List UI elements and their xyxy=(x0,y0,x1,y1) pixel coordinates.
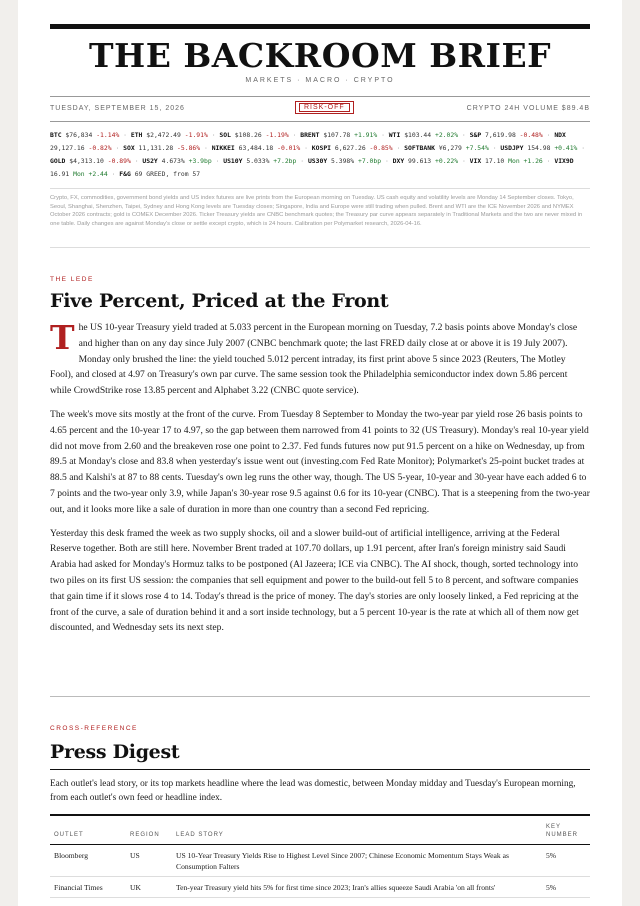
column-header-lead-story: LEAD STORY xyxy=(172,815,542,845)
ticker-symbol: US2Y xyxy=(142,157,158,165)
lede-headline: Five Percent, Priced at the Front xyxy=(50,290,389,312)
ticker-item xyxy=(223,157,296,165)
section-kicker-digest: CROSS-REFERENCE xyxy=(50,725,138,732)
ticker-separator: · xyxy=(207,131,220,139)
ticker-separator: · xyxy=(542,157,555,165)
press-digest-table xyxy=(50,814,590,898)
cell-lead-story: US 10-Year Treasury Yields Rise to Highest Level Since 2007; Chinese Economic Momentum Stays Weak as Consumption Falters xyxy=(172,845,542,877)
ticker-separator: · xyxy=(458,131,470,139)
ticker-item xyxy=(219,131,288,139)
ticker-item xyxy=(470,157,543,165)
ticker-symbol: SOFTBANK xyxy=(404,144,435,152)
ticker-separator: · xyxy=(392,144,405,152)
ticker-separator: · xyxy=(130,157,143,165)
ticker-item xyxy=(50,131,119,139)
divider xyxy=(50,247,590,248)
digest-rule xyxy=(50,769,590,770)
cell-outlet: Bloomberg xyxy=(50,845,126,877)
lede-paragraph-3: Yesterday this desk framed the week as two supply shocks, oil and a slower build-out of artificial intelligence, arriving at the Federal Reserve together. Both are still here. November Brent traded at 107.70 dollars, up 1.91 percent, after Iran's foreign ministry said Saudi Arabia had asked for Monday's Hormuz talks to be postponed (Al Jazeera; ICE via CNBC). The AI shock, though, sorted technology into two piles on its first US session: the companies that sell equipment and power to the build-out fell 5 to 8 percent, and software companies that gain time if it slows rose 4 to 14. Today's thread is the price of money. The day's stories are only loosely linked, a Fed repricing at the front of the curve, a sale of duration behind it and a sort inside technology, but a 5 percent 10-year is the rate at which all of them now get discounted, and Wednesday sets its next step. xyxy=(50,527,579,634)
ticker-price: 154.98 xyxy=(527,144,551,152)
lede-paragraph-1 xyxy=(50,320,590,399)
ticker-change: -1.14% xyxy=(96,131,120,139)
cell-region: UK xyxy=(126,877,172,898)
lede-body xyxy=(50,320,590,644)
ticker-symbol: USDJPY xyxy=(500,144,524,152)
section-kicker-lede: THE LEDE xyxy=(50,276,94,283)
ticker-change: +3.9bp xyxy=(188,157,212,165)
ticker-price: $107.78 xyxy=(323,131,351,139)
column-header-region: REGION xyxy=(126,815,172,845)
ticker-separator: · xyxy=(381,157,393,165)
lede-paragraph-2: The week's move sits mostly at the front of the curve. From Tuesday 8 September to Monday the two-year par yield rose 26 basis points to 4.65 percent and the 10-year 17 to 4.97, so the gap between them narrowed from 41 points to 32 (US Treasury). Monday's real 10-year yield did not move from 2.60 and the breakeven rose one point to 2.37. Fed funds futures now put 91.5 percent on a hike on Wednesday, up from 89.5 at Monday's close and 83.8 when yesterday's issue went out (investing.com Fed Rate Monitor); Polymarket's 25-point bucket trades at 88.5 and Kalshi's at 87 to 88 cents. Tuesday's own leg runs the other way, though. The US 5-year, 10-year and 30-year have each added 6 to 7 points and the two-year only 3.9, while Japan's 30-year rose 9.5 against 0.6 for its 10-year (CNBC). That is a steepening from the two-year out, and it looks more like a sale of duration in more than one country than a second Fed repricing. xyxy=(50,408,590,515)
ticker-change: +0.22% xyxy=(435,157,459,165)
ticker-change: Mon +1.26 xyxy=(508,157,543,165)
ticker-symbol: WTI xyxy=(388,131,401,139)
ticker-change: -0.89% xyxy=(107,157,131,165)
ticker-symbol: KOSPI xyxy=(311,144,332,152)
ticker-separator: · xyxy=(488,144,501,152)
ticker-change: +7.0bp xyxy=(358,157,382,165)
ticker-symbol: GOLD xyxy=(50,157,66,165)
ticker-separator: · xyxy=(542,131,555,139)
ticker-separator: · xyxy=(377,131,389,139)
crypto-volume: CRYPTO 24H VOLUME $89.4B xyxy=(466,105,590,112)
ticker-separator: · xyxy=(107,170,120,178)
ticker-change: +7.2bp xyxy=(273,157,297,165)
methodology-note: Crypto, FX, commodities, government bond yields and US index futures are live prints from the European morning on Tuesday. US cash equity and volatility levels are Monday 14 September closes. Tokyo, Seoul, Shanghai, Shenzhen, Taipei, Sydney and Hong Kong levels are Tuesday closes; Singapore, India and Europe were still trading when pulled. Brent and WTI are the ICE November 2026 and NYMEX October 2026 contracts; gold is COMEX December 2026. Ticker Treasury yields are CNBC benchmark quotes; the Treasury par curve appears separately in Traditional Markets and the two are never mixed in one table. Daily changes are against Monday's close or settle except crypto, which is 24 hours. Calibration per Polymarket research, 2026-04-16. xyxy=(50,195,583,227)
ticker-item xyxy=(142,157,211,165)
column-header-outlet: OUTLET xyxy=(50,815,126,845)
ticker-item xyxy=(393,157,458,165)
digest-headline: Press Digest xyxy=(50,741,180,763)
ticker-price: 16.91 xyxy=(50,170,70,178)
ticker-symbol: S&P xyxy=(469,131,482,139)
ticker-change: +2.02% xyxy=(434,131,459,139)
ticker-change: -1.19% xyxy=(265,131,289,139)
ticker-symbol: BRENT xyxy=(300,131,320,139)
ticker-price: $103.44 xyxy=(404,131,432,139)
ticker-item xyxy=(131,131,208,139)
ticker-symbol: SOX xyxy=(123,144,135,152)
masthead-title: THE BACKROOM BRIEF xyxy=(88,36,552,75)
ticker-change: +0.41% xyxy=(554,144,578,152)
digest-intro: Each outlet's lead story, or its top markets headline where the lead was domestic, between Monday midday and Tuesday's European morning, from each outlet's own feed or headline index. xyxy=(50,779,576,803)
ticker-price: 4.673% xyxy=(161,157,185,165)
ticker-item xyxy=(123,144,200,152)
ticker-price: 29,127.16 xyxy=(50,144,85,152)
lede-paragraph-1-text: he US 10-year Treasury yield traded at 5.033 percent in the European morning on Tuesday, 7.2 basis points above Monday's close and higher than on any day since July 2007 (CNBC benchmark quote; the last FRED daily close at or above it is 19 July 2007). Monday only brushed the line: the yield touched 5.012 percent intraday, its first print above 5 since 2023 (Reuters, The Motley Fool), and closed at 4.97 on Treasury's own par curve. The same session took the Philadelphia semiconductor index down 5.86 percent while CrowdStrike rose 13.85 percent and Alphabet 3.22 (CNBC quote service). xyxy=(50,322,578,397)
cell-lead-story: Ten-year Treasury yield hits 5% for first time since 2023; Iran's allies squeeze Saudi Arabia 'on all fronts' xyxy=(172,877,542,898)
ticker-item xyxy=(212,144,301,152)
cell-region: US xyxy=(126,845,172,877)
ticker-price: 5.398% xyxy=(331,157,355,165)
ticker-symbol: DXY xyxy=(392,157,405,165)
ticker-item xyxy=(119,170,200,178)
ticker-item xyxy=(300,131,377,139)
table-row xyxy=(50,877,590,898)
ticker-price: $108.26 xyxy=(234,131,262,139)
ticker-symbol: VIX xyxy=(469,157,482,165)
market-ticker xyxy=(50,129,590,181)
ticker-symbol: F&G xyxy=(119,170,131,178)
ticker-item xyxy=(500,144,577,152)
risk-badge-label: RISK-OFF xyxy=(299,103,350,112)
cell-outlet: Financial Times xyxy=(50,877,126,898)
ticker-separator: · xyxy=(300,144,312,152)
ticker-change: -1.91% xyxy=(184,131,208,139)
ticker-price: 99.613 xyxy=(408,157,432,165)
table-header-row xyxy=(50,815,590,845)
ticker-price: 63,484.18 xyxy=(238,144,274,152)
ticker-separator: · xyxy=(111,144,124,152)
divider xyxy=(50,96,590,97)
section-divider xyxy=(50,696,590,697)
column-header-key-number: KEY NUMBER xyxy=(542,815,590,845)
ticker-item xyxy=(50,157,131,165)
ticker-separator: · xyxy=(288,131,301,139)
ticker-price: 7,619.98 xyxy=(485,131,516,139)
ticker-symbol: ETH xyxy=(130,131,143,139)
ticker-item xyxy=(312,144,393,152)
ticker-separator: · xyxy=(119,131,131,139)
ticker-separator: · xyxy=(200,144,212,152)
ticker-change: +7.54% xyxy=(465,144,489,152)
divider xyxy=(50,188,590,189)
cell-key-number: 5% xyxy=(542,877,590,898)
ticker-item xyxy=(389,131,458,139)
ticker-item xyxy=(308,157,381,165)
cell-key-number: 5% xyxy=(542,845,590,877)
ticker-symbol: NIKKEI xyxy=(211,144,235,152)
dateline xyxy=(50,105,590,115)
ticker-price: ¥6,279 xyxy=(438,144,462,152)
ticker-price: $76,834 xyxy=(65,131,93,139)
risk-badge xyxy=(295,101,354,114)
ticker-symbol: SOL xyxy=(219,131,231,139)
ticker-change: -0.01% xyxy=(277,144,301,152)
divider xyxy=(50,121,590,122)
issue-date: TUESDAY, SEPTEMBER 15, 2026 xyxy=(50,105,185,112)
ticker-price: $4,313.10 xyxy=(69,157,104,165)
ticker-separator: · xyxy=(211,157,224,165)
ticker-change: -0.82% xyxy=(88,144,112,152)
masthead-top-rule xyxy=(50,24,590,29)
ticker-price: 11,131.28 xyxy=(138,144,174,152)
table-row xyxy=(50,845,590,877)
ticker-separator: · xyxy=(296,157,308,165)
ticker-symbol: VIX9D xyxy=(554,157,574,165)
ticker-symbol: BTC xyxy=(50,131,62,139)
ticker-price: 17.10 xyxy=(485,157,505,165)
ticker-change: -0.48% xyxy=(519,131,543,139)
ticker-item xyxy=(404,144,489,152)
ticker-change: Mon +2.44 xyxy=(73,170,108,178)
ticker-price: 6,627.26 xyxy=(334,144,366,152)
ticker-change: -0.85% xyxy=(369,144,393,152)
ticker-item xyxy=(470,131,543,139)
ticker-price: $2,472.49 xyxy=(146,131,181,139)
drop-cap: T xyxy=(50,318,75,357)
ticker-symbol: US30Y xyxy=(307,157,328,165)
ticker-symbol: US10Y xyxy=(223,157,243,165)
ticker-symbol: NDX xyxy=(554,131,566,139)
ticker-change: -5.86% xyxy=(177,144,201,152)
ticker-change: +1.91% xyxy=(354,131,378,139)
ticker-separator: · xyxy=(458,157,470,165)
ticker-price: 69 GREED, from 57 xyxy=(134,170,201,178)
ticker-price: 5.033% xyxy=(246,157,270,165)
newsletter-page xyxy=(18,0,622,906)
ticker-separator: · xyxy=(577,144,586,152)
masthead-tagline: MARKETS · MACRO · CRYPTO xyxy=(245,77,395,84)
